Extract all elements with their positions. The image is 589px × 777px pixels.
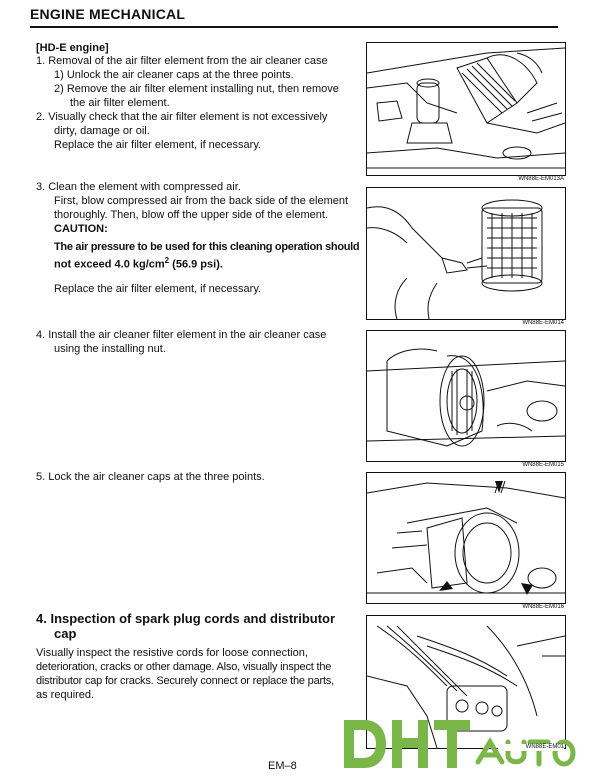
page-number: EM–8 <box>268 760 297 772</box>
caution-line-1: The air pressure to be used for this cleaning operation should <box>54 241 360 253</box>
figure-1-caption: WN88E-EM013A <box>518 176 564 182</box>
caution-label: CAUTION: <box>54 223 108 235</box>
figure-3-caption: WN88E-EM015 <box>522 462 564 468</box>
step-4: 4. Install the air cleaner filter element in the air cleaner case <box>36 329 327 341</box>
step-3-replace: Replace the air filter element, if necessary. <box>54 283 262 295</box>
compressed-air-illustration <box>367 188 565 319</box>
header-title: ENGINE MECHANICAL <box>30 6 186 22</box>
section-title: 4. Inspection of spark plug cords and distributor <box>36 611 336 626</box>
figure-lock-caps <box>366 472 566 604</box>
step-1-sub-1: 1) Unlock the air cleaner caps at the three points. <box>54 69 294 81</box>
section-body-2: deterioration, cracks or other damage. Also, visually inspect the <box>36 661 332 673</box>
logo-graphic <box>338 712 578 772</box>
caution-line-2: not exceed 4.0 $kg/cm^2$ (56.9 psi). <box>54 256 223 271</box>
figure-install-element <box>366 330 566 462</box>
step-4-cont: using the installing nut. <box>54 343 166 355</box>
step-3-cont-2: thoroughly. Then, blow off the upper side of the element. <box>54 209 328 221</box>
step-1-sub-2-cont: the air filter element. <box>70 97 170 109</box>
figure-filter-removal <box>366 42 566 176</box>
figure-compressed-air <box>366 187 566 320</box>
step-1: 1. Removal of the air filter element from the air cleaner case <box>36 55 328 67</box>
step-3-cont-1: First, blow compressed air from the back side of the element <box>54 195 349 207</box>
section-title-cont: cap <box>54 626 77 641</box>
section-body-4: as required. <box>36 689 95 701</box>
page-header <box>30 6 558 28</box>
section-body-3: distributor cap for cracks. Securely connect or replace the parts, <box>36 675 334 687</box>
step-2: 2. Visually check that the air filter element is not excessively <box>36 111 328 123</box>
figure-2-caption: WN88E-EM014 <box>522 320 564 326</box>
subheading: [HD-E engine] <box>36 42 109 54</box>
figure-5-caption: WN88E-EM01 <box>498 744 564 751</box>
filter-removal-illustration <box>367 43 565 175</box>
step-5: 5. Lock the air cleaner caps at the three points. <box>36 471 265 483</box>
figure-4-caption: WN88E-EM016 <box>522 604 564 610</box>
step-1-sub-2: 2) Remove the air filter element installing nut, then remove <box>54 83 339 95</box>
step-2-replace: Replace the air filter element, if necessary. <box>54 139 262 151</box>
dht-auto-logo <box>338 712 578 772</box>
section-body-1: Visually inspect the resistive cords for loose connection, <box>36 647 308 659</box>
step-3: 3. Clean the element with compressed air. <box>36 181 241 193</box>
step-2-cont: dirty, damage or oil. <box>54 125 150 137</box>
lock-caps-illustration <box>367 473 565 603</box>
install-element-illustration <box>367 331 565 461</box>
